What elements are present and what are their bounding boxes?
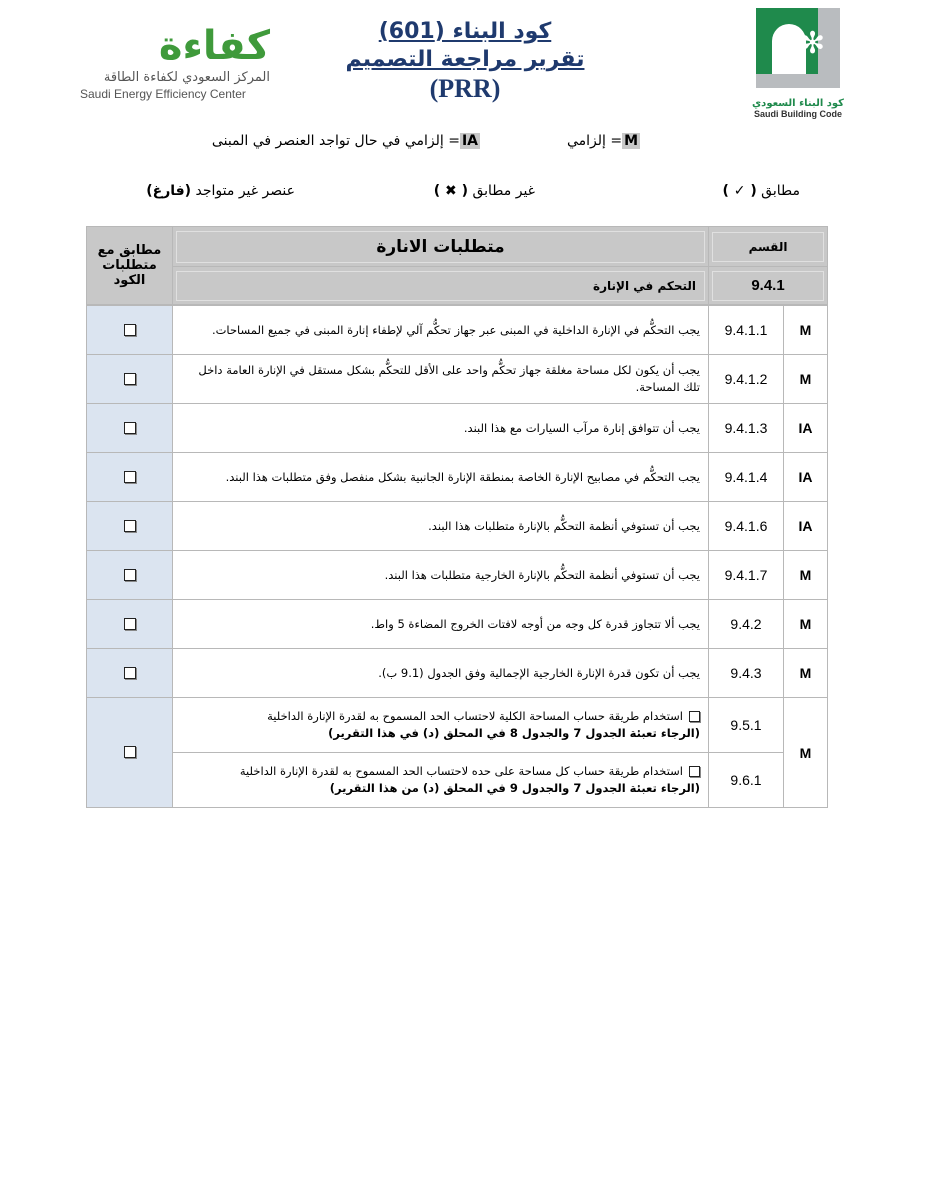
seec-arabic-name: المركز السعودي لكفاءة الطاقة: [103, 70, 270, 85]
requirement-text-cell: [173, 753, 709, 808]
compliance-cell: [87, 551, 173, 600]
type-cell: IA: [784, 502, 828, 551]
requirement-text: يجب أن تستوفي أنظمة التحكُّم بالإنارة متطلبات هذا البند.: [173, 502, 709, 551]
requirement-text: يجب التحكُّم في مصابيح الإنارة الخاصة بمنطقة الإنارة الجانبية بشكل منفصل وفق متطلبات هذا البند.: [173, 453, 709, 502]
section-cell: 9.4.3: [709, 649, 784, 698]
table-row: [87, 502, 828, 551]
legend-compliant-label: مطابق: [761, 183, 800, 199]
compliance-cell: [87, 453, 173, 502]
requirement-text: يجب التحكُّم في الإنارة الداخلية في المبنى عبر جهاز تحكُّم آلي لإطفاء إنارة المبنى في جميع المساحات.: [173, 306, 709, 355]
requirement-text: يجب أن يكون لكل مساحة مغلقة جهاز تحكُّم واحد على الأقل للتحكُّم بشكل مستقل في الإنارة العامة داخل تلك المساحة.: [173, 355, 709, 404]
legend-m-text: = إلزامي: [566, 133, 623, 149]
table-row: [87, 551, 828, 600]
section-cell: 9.4.1.7: [709, 551, 784, 600]
legend-ia-text: = إلزامي في حال تواجد العنصر في المبنى: [211, 133, 460, 149]
requirement-text: يجب ألا تتجاوز قدرة كل وجه من أوجه لافتات الخروج المضاءة 5 واط.: [173, 600, 709, 649]
table-row: [87, 698, 828, 753]
type-cell: M: [784, 698, 828, 808]
title-line-2: تقرير مراجعة التصميم: [345, 47, 585, 72]
sbc-logo: [752, 8, 844, 119]
compliance-checkbox[interactable]: [124, 324, 136, 336]
legend-m: [560, 133, 640, 149]
check-icon: ( ✓ ): [722, 183, 757, 199]
requirements-table: [86, 226, 828, 808]
sbc-english-name: Saudi Building Code: [754, 109, 842, 119]
table-row: [87, 649, 828, 698]
compliance-header-label: مطابق مع متطلبات الكود: [97, 243, 162, 288]
compliance-checkbox[interactable]: [124, 746, 136, 758]
section-cell: 9.4.2: [709, 600, 784, 649]
group-number-cell: [709, 267, 828, 305]
group-title: التحكم في الإنارة: [176, 271, 705, 301]
compliance-cell: [87, 355, 173, 404]
type-cell: M: [784, 600, 828, 649]
table-header-row: [87, 227, 828, 267]
requirement-text: استخدام طريقة حساب المساحة الكلية لاحتساب الحد المسموح به لقدرة الإنارة الداخلية: [267, 709, 683, 723]
compliance-cell: [87, 306, 173, 355]
section-cell: 9.4.1.3: [709, 404, 784, 453]
legend-compliant: [690, 183, 800, 199]
legend-ia: [200, 133, 480, 149]
compliance-checkbox[interactable]: [124, 471, 136, 483]
page-title: [310, 18, 620, 104]
requirement-text: يجب أن تستوفي أنظمة التحكُّم بالإنارة الخارجية متطلبات هذا البند.: [173, 551, 709, 600]
requirement-text-cell: [173, 698, 709, 753]
cross-icon: ( ✖ ): [433, 183, 468, 199]
table-row: [87, 404, 828, 453]
table-row: [87, 753, 828, 808]
compliance-checkbox[interactable]: [124, 569, 136, 581]
legend-noncompliant-label: غير مطابق: [472, 183, 535, 199]
title-header: متطلبات الانارة: [176, 231, 705, 263]
section-header-cell: [709, 227, 828, 267]
method-checkbox[interactable]: [689, 766, 700, 777]
section-cell: 9.6.1: [709, 753, 784, 808]
table-row: [87, 306, 828, 355]
table-row: [87, 355, 828, 404]
requirement-note: (الرجاء تعبئة الجدول 7 والجدول 8 في المحلق (د) في هذا التقرير): [328, 726, 700, 740]
compliance-checkbox[interactable]: [124, 520, 136, 532]
type-cell: M: [784, 649, 828, 698]
type-cell: M: [784, 551, 828, 600]
compliance-checkbox[interactable]: [124, 422, 136, 434]
compliance-cell: [87, 698, 173, 808]
legend-ia-key: IA: [461, 133, 478, 149]
compliance-checkbox[interactable]: [124, 373, 136, 385]
sbc-arabic-name: كود البناء السعودي: [752, 98, 844, 109]
table-row: [87, 453, 828, 502]
method-checkbox[interactable]: [689, 711, 700, 722]
legend-absent: [125, 183, 295, 199]
requirement-note: (الرجاء تعبئة الجدول 7 والجدول 9 في المحلق (د) من هذا التقرير): [329, 781, 700, 795]
type-cell: M: [784, 306, 828, 355]
compliance-cell: [87, 502, 173, 551]
compliance-header: [87, 227, 173, 305]
legend-absent-value: (فارغ): [146, 183, 192, 199]
compliance-cell: [87, 404, 173, 453]
requirement-text: يجب أن تكون قدرة الإنارة الخارجية الإجمالية وفق الجدول (9.1 ب).: [173, 649, 709, 698]
requirement-text: استخدام طريقة حساب كل مساحة على حده لاحتساب الحد المسموح به لقدرة الإنارة الداخلية: [239, 764, 683, 778]
type-cell: IA: [784, 453, 828, 502]
seec-english-name: Saudi Energy Efficiency Center: [80, 87, 246, 101]
legend-noncompliant: [395, 183, 535, 199]
seec-logo: [80, 22, 270, 102]
compliance-cell: [87, 649, 173, 698]
section-header: القسم: [712, 232, 824, 262]
type-cell: M: [784, 355, 828, 404]
section-cell: 9.4.1.1: [709, 306, 784, 355]
compliance-cell: [87, 600, 173, 649]
legend-absent-label: عنصر غير متواجد: [195, 183, 295, 199]
group-title-cell: [173, 267, 709, 305]
section-cell: 9.4.1.4: [709, 453, 784, 502]
seec-brand: كفاءة: [158, 23, 270, 69]
section-cell: 9.5.1: [709, 698, 784, 753]
title-line-1: كود البناء (601): [378, 19, 552, 44]
title-header-cell: [173, 227, 709, 267]
title-line-3: (PRR): [429, 74, 501, 103]
legend-m-key: M: [624, 133, 638, 149]
compliance-checkbox[interactable]: [124, 618, 136, 630]
group-number: 9.4.1: [712, 271, 824, 301]
section-cell: 9.4.1.2: [709, 355, 784, 404]
section-cell: 9.4.1.6: [709, 502, 784, 551]
sbc-emblem-icon: ✻: [756, 8, 840, 88]
requirement-text: يجب أن تتوافق إنارة مرآب السيارات مع هذا البند.: [173, 404, 709, 453]
compliance-checkbox[interactable]: [124, 667, 136, 679]
group-row: [87, 267, 828, 305]
type-cell: IA: [784, 404, 828, 453]
table-row: [87, 600, 828, 649]
